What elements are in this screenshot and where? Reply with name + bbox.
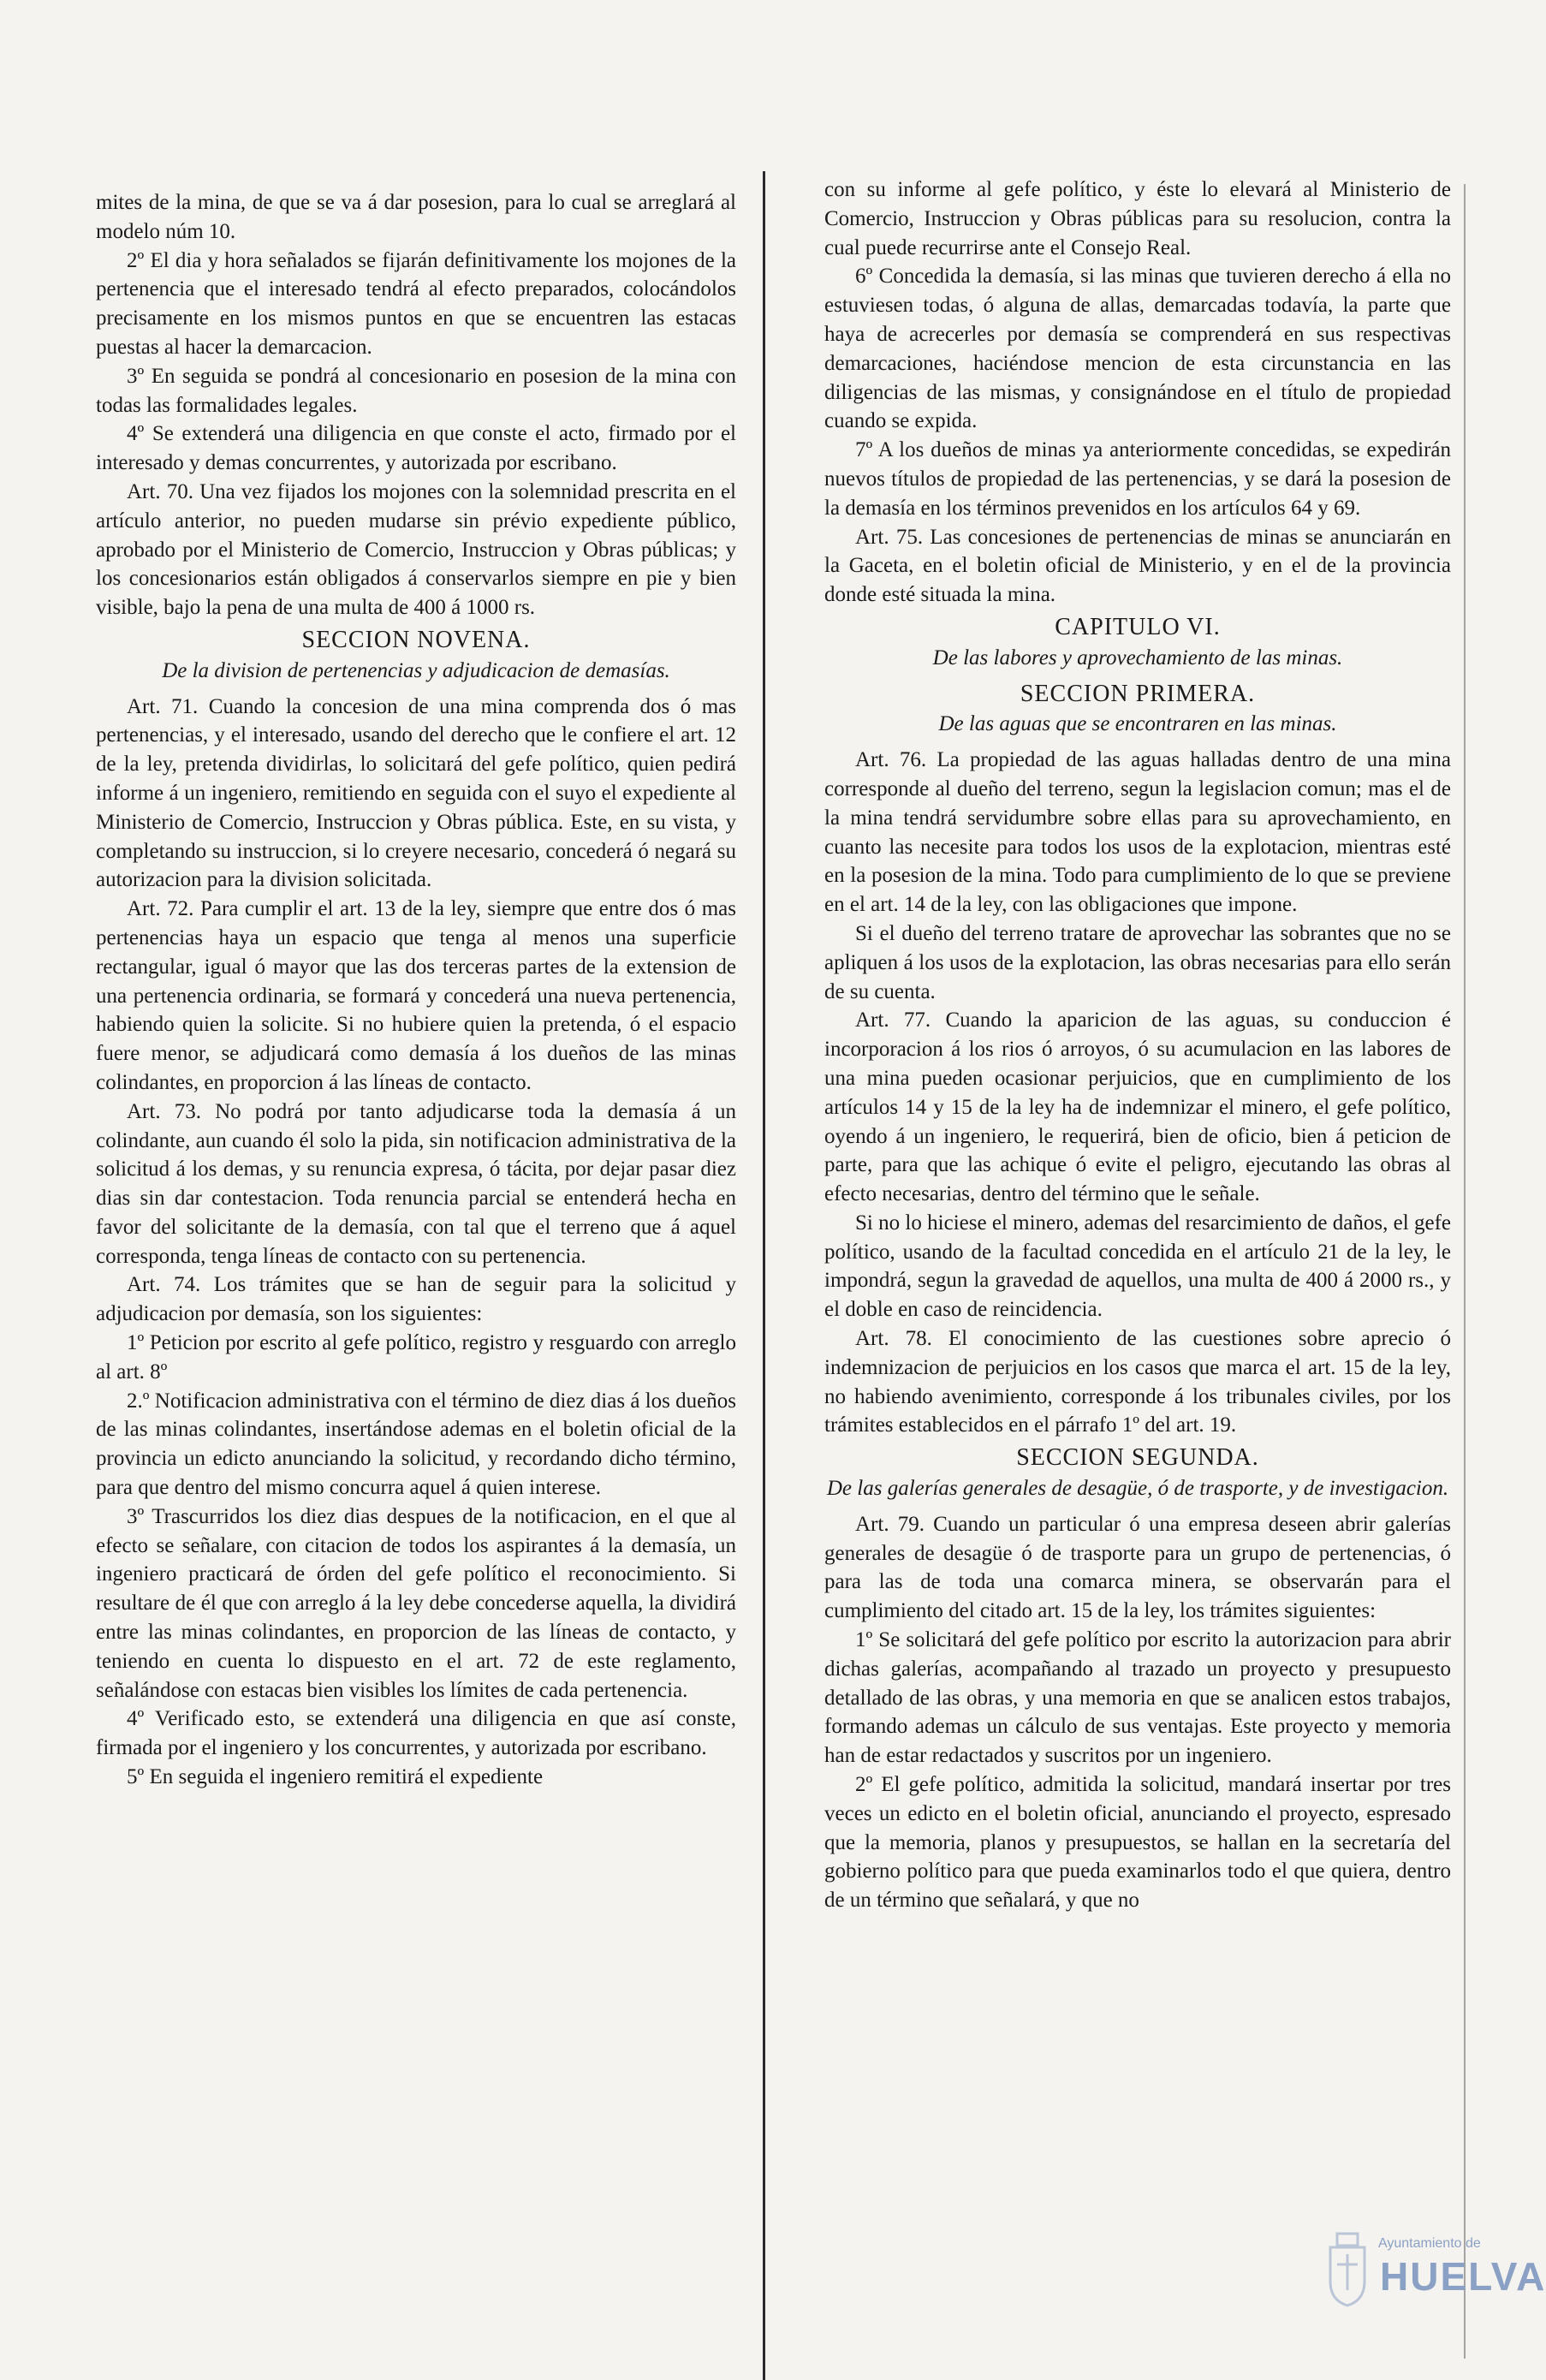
watermark-line2: HUELVA — [1380, 2254, 1546, 2299]
paragraph: 2º El dia y hora señalados se fijarán definitivamente los mojones de la pertenencia que el interesado tendrá al efecto preparados, colocándolos precisamente en los mismos puntos en que se encuentren las estacas puestas al hacer la demarcacion. — [96, 248, 736, 359]
list-item: 3º Trascurridos los diez dias despues de la notificacion, en el que al efecto se señalare, con citacion de todos los aspirantes á la demasía, un ingeniero practicará de órden del gefe político el reconocimiento. Si resultare de él que con arreglo á la ley debe concederse aquella, la dividirá entre las minas colindantes, en proporcion de las líneas de contacto, y teniendo en cuenta lo dispuesto en el art. 72 de este reglamento, señalándose con estacas bien visibles los límites de cada pertenencia. — [96, 1504, 736, 1702]
crest-icon — [1325, 2230, 1370, 2307]
paragraph: mites de la mina, de que se va á dar posesion, para lo cual se arreglará al modelo núm 10. — [96, 191, 736, 243]
column-divider — [763, 171, 765, 2380]
section-subheading: De las aguas que se encontraren en las minas. — [938, 712, 1337, 736]
paragraph: 4º Se extenderá una diligencia en que conste el acto, firmado por el interesado y demas concurrentes, y autorizada por escribano. — [96, 422, 736, 475]
watermark-line1: Ayuntamiento de — [1378, 2236, 1481, 2251]
paragraph: Si el dueño del terreno tratare de aprovechar las sobrantes que no se apliquen á los usos de la explotacion, las obras necesarias para ello serán de su cuenta. — [824, 921, 1451, 1003]
paragraph: Art. 74. Los trámites que se han de seguir para la solicitud y adjudicacion por demasía, son los siguientes: — [96, 1273, 736, 1326]
page-edge-line — [1464, 184, 1466, 2359]
list-item: 1º Se solicitará del gefe político por escrito la autorizacion para abrir dichas galerías, acompañando al trazado un proyecto y presupuesto detallado de las obras, y una memoria en que se analicen estos trabajos, formando ademas un cálculo de sus ventajas. Este proyecto y memoria han de estar redactados y suscritos por un ingeniero. — [824, 1628, 1451, 1768]
paragraph: con su informe al gefe político, y éste lo elevará al Ministerio de Comercio, Instruccion y Obras públicas para su resolucion, contra la cual puede recurrirse ante el Consejo Real. — [824, 178, 1451, 259]
list-item: 7º A los dueños de minas ya anteriormente concedidas, se expedirán nuevos títulos de propiedad de las pertenencias, y se dará la posesion de la demasía en los términos prevenidos en los artículos 64 y 69. — [824, 438, 1451, 520]
paragraph: Art. 73. No podrá por tanto adjudicarse toda la demasía á un colindante, aun cuando él solo la pida, sin notificacion administrativa de la solicitud á los demas, y su renuncia expresa, ó tácita, por dejar pasar diez dias sin dar contestacion. Toda renuncia parcial se entenderá hecha en favor del solicitante de la demasía, con tal que el terreno que á aquel corresponda, tenga líneas de contacto con su pertenencia. — [96, 1099, 736, 1268]
list-item: 4º Verificado esto, se extenderá una diligencia en que así conste, firmada por el ingeniero y los concurrentes, y autorizada por escribano. — [96, 1707, 736, 1760]
list-item: 2º El gefe político, admitida la solicitud, mandará insertar por tres veces un edicto en el boletin oficial, anunciando el proyecto, espresado que la memoria, planos y presupuestos, se hallan en la secretaría del gobierno político para que pueda examinarlos todo el que quiera, dentro de un término que señalará, y que no — [824, 1773, 1451, 1913]
section-heading: SECCION NOVENA. — [301, 626, 531, 653]
section-subheading: De la division de pertenencias y adjudicacion de demasías. — [162, 658, 670, 682]
paragraph: Art. 72. Para cumplir el art. 13 de la ley, siempre que entre dos ó mas pertenencias haya un espacio que tenga al menos una superficie rectangular, igual ó mayor que las dos terceras partes de la extension de una pertenencia ordinaria, se formará y concederá una nueva pertenencia, habiendo quien la solicite. Si no hubiere quien la pretenda, ó el espacio fuere menor, se adjudicará como demasía á los dueños de las minas colindantes, en proporcion á las líneas de contacto. — [96, 897, 736, 1094]
left-column — [96, 188, 736, 1792]
list-item: 6º Concedida la demasía, si las minas que tuvieren derecho á ella no estuviesen todas, ó alguna de allas, demarcadas todavía, la parte que haya de acrecerles por demasía se comprenderá en sus respectivas demarcaciones, haciéndose mencion de esta circunstancia en las diligencias de las mismas, y consignándose en el título de propiedad cuando se expida. — [824, 265, 1451, 433]
paragraph: Art. 79. Cuando un particular ó una empresa deseen abrir galerías generales de desagüe ó de trasporte para un grupo de pertenencias, ó para las de toda una comarca minera, se observarán para el cumplimiento del citado art. 15 de la ley, los trámites siguientes: — [824, 1512, 1451, 1623]
paragraph: Art. 75. Las concesiones de pertenencias de minas se anunciarán en la Gaceta, en el boletin oficial de Ministerio, y en el de la provincia donde esté situada la mina. — [824, 525, 1451, 607]
paragraph: Art. 71. Cuando la concesion de una mina comprenda dos ó mas pertenencias, y el interesado, usando del derecho que le confiere el art. 12 de la ley, pretenda dividirlas, lo solicitará del gefe político, quien pedirá informe á un ingeniero, remitiendo en seguida con el suyo el expediente al Ministerio de Comercio, Instruccion y Obras pública. Este, en su vista, y completando su instruccion, si lo creyere necesario, concederá ó negará su autorizacion para la division solicitada. — [96, 694, 736, 892]
paragraph: Art. 77. Cuando la aparicion de las aguas, su conduccion é incorporacion á los rios ó arroyos, ó su acumulacion en las labores de una mina pueden ocasionar perjuicios, que en cumplimiento de los artículos 14 y 15 de la ley ha de indemnizar el minero, el gefe político, oyendo á un ingeniero, le requerirá, bien de oficio, bien á peticion de parte, para que las achique ó evite el peligro, ejecutando las obras al efecto necesarias, dentro del término que le señale. — [824, 1009, 1451, 1206]
paragraph: Art. 70. Una vez fijados los mojones con la solemnidad prescrita en el artículo anterior, no pueden mudarse sin prévio expediente público, aprobado por el Ministerio de Comercio, Instruccion y Obras públicas; y los concesionarios están obligados á conservarlos siempre en pie y bien visible, bajo la pena de una multa de 400 á 1000 rs. — [96, 479, 736, 620]
right-column — [824, 176, 1451, 1915]
paragraph: 3º En seguida se pondrá al concesionario en posesion de la mina con todas las formalidades legales. — [96, 364, 736, 417]
chapter-subheading: De las labores y aprovechamiento de las minas. — [932, 646, 1343, 669]
list-item: 5º En seguida el ingeniero remitirá el expediente — [127, 1765, 544, 1789]
section-subheading: De las galerías generales de desagüe, ó de trasporte, y de investigacion. — [826, 1477, 1449, 1501]
section-heading: SECCION SEGUNDA. — [1016, 1444, 1259, 1472]
list-item: 1º Peticion por escrito al gefe político, registro y resguardo con arreglo al art. 8º — [96, 1331, 736, 1383]
paragraph: Art. 78. El conocimiento de las cuestiones sobre aprecio ó indemnizacion de perjuicios en los casos que marca el art. 15 de la ley, no habiendo avenimiento, corresponde á los tribunales civiles, por los trámites establecidos en el párrafo 1º del art. 19. — [824, 1327, 1451, 1437]
paragraph: Si no lo hiciese el minero, ademas del resarcimiento de daños, el gefe político, usando de la facultad concedida en el artículo 21 de la ley, le impondrá, segun la gravedad de aquellos, una multa de 400 á 2000 rs., y el doble en caso de reincidencia. — [824, 1211, 1451, 1322]
paragraph: Art. 76. La propiedad de las aguas halladas dentro de una mina corresponde al dueño del terreno, segun la legislacion comun; mas el de la mina tendrá servidumbre sobre ellas para su aprovechamiento, en cuanto las necesite para todos los usos de la explotacion, mientras esté en la posesion de la mina. Todo para cumplimiento de lo que se previene en el art. 14 de la ley, con las obligaciones que impone. — [824, 748, 1451, 917]
chapter-heading: CAPITULO VI. — [1055, 613, 1221, 640]
section-heading: SECCION PRIMERA. — [1020, 680, 1256, 707]
list-item: 2.º Notificacion administrativa con el término de diez dias á los dueños de las minas colindantes, insertándose ademas en el boletin oficial de la provincia un edicto anunciando la solicitud, y recordando dicho término, para que dentro del mismo concurra aquel á quien interese. — [96, 1389, 736, 1500]
